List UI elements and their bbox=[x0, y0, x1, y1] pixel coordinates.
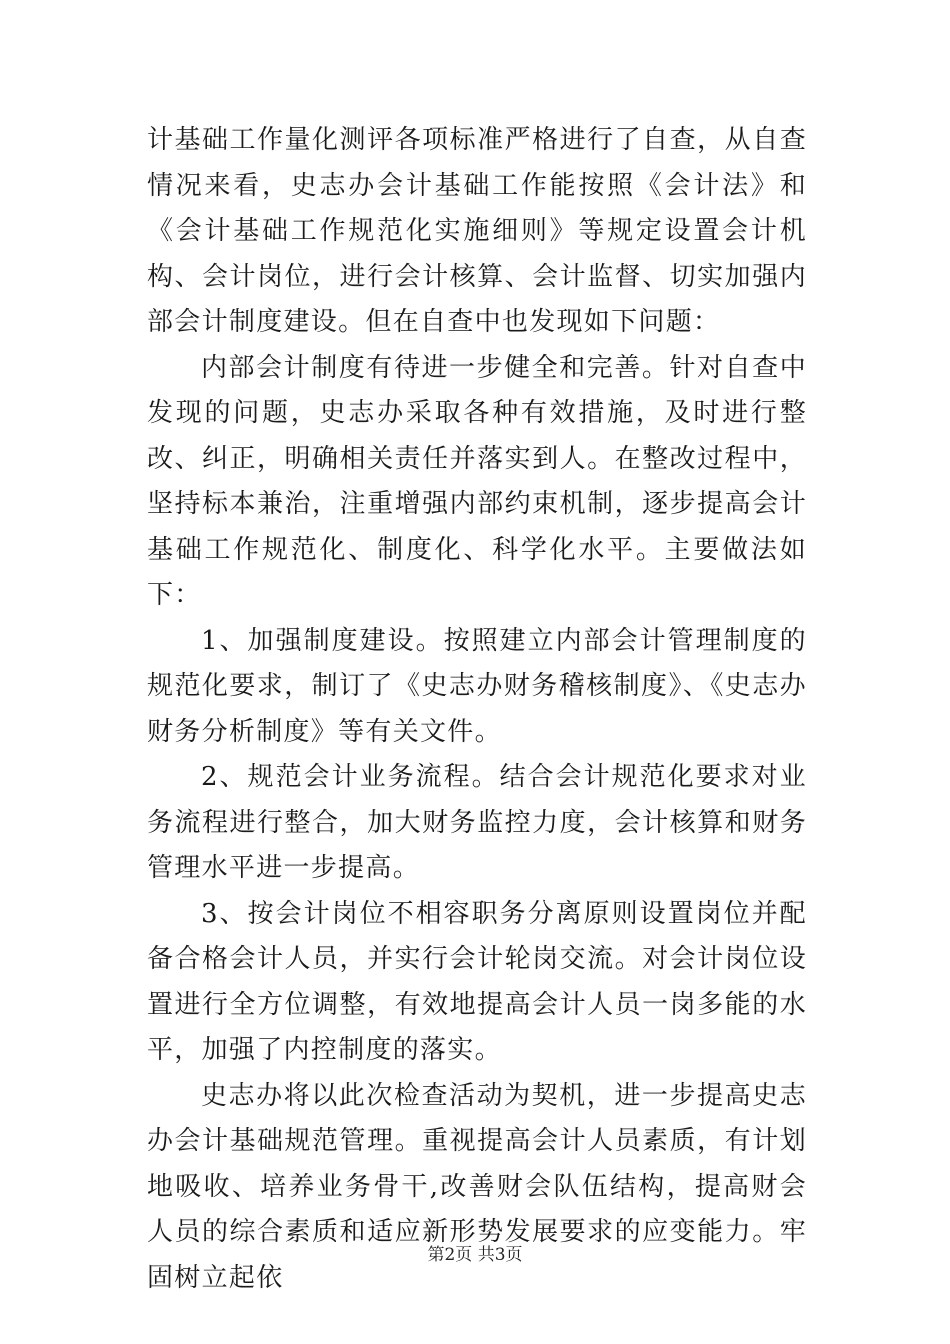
paragraph-1: 计基础工作量化测评各项标准严格进行了自查，从自查情况来看，史志办会计基础工作能按照《会计法》和《会计基础工作规范化实施细则》等规定设置会计机构、会计岗位，进行会计核算、会计监督、切实加强内部会计制度建设。但在自查中也发现如下问题： bbox=[147, 125, 807, 337]
paragraph-2: 内部会计制度有待进一步健全和完善。针对自查中发现的问题，史志办采取各种有效措施，及时进行整改、纠正，明确相关责任并落实到人。在整改过程中，坚持标本兼治，注重增强内部约束机制，逐步提高会计基础工作规范化、制度化、科学化水平。主要做法如下： bbox=[147, 352, 807, 610]
page-footer: 第2页 共3页 bbox=[427, 1245, 523, 1265]
document-body bbox=[147, 118, 807, 1301]
paragraph-3: 1、加强制度建设。按照建立内部会计管理制度的规范化要求，制订了《史志办财务稽核制度》、《史志办财务分析制度》等有关文件。 bbox=[147, 625, 807, 747]
paragraph-4: 2、规范会计业务流程。结合会计规范化要求对业务流程进行整合，加大财务监控力度，会计核算和财务管理水平进一步提高。 bbox=[147, 762, 807, 883]
paragraph-5: 3、按会计岗位不相容职务分离原则设置岗位并配备合格会计人员，并实行会计轮岗交流。对会计岗位设置进行全方位调整，有效地提高会计人员一岗多能的水平，加强了内控制度的落实。 bbox=[147, 898, 807, 1065]
paragraph-6: 史志办将以此次检查活动为契机，进一步提高史志办会计基础规范管理。重视提高会计人员素质，有计划地吸收、培养业务骨干,改善财会队伍结构，提高财会人员的综合素质和适应新形势发展要求的应变能力。牢固树立起依 bbox=[147, 1080, 807, 1293]
